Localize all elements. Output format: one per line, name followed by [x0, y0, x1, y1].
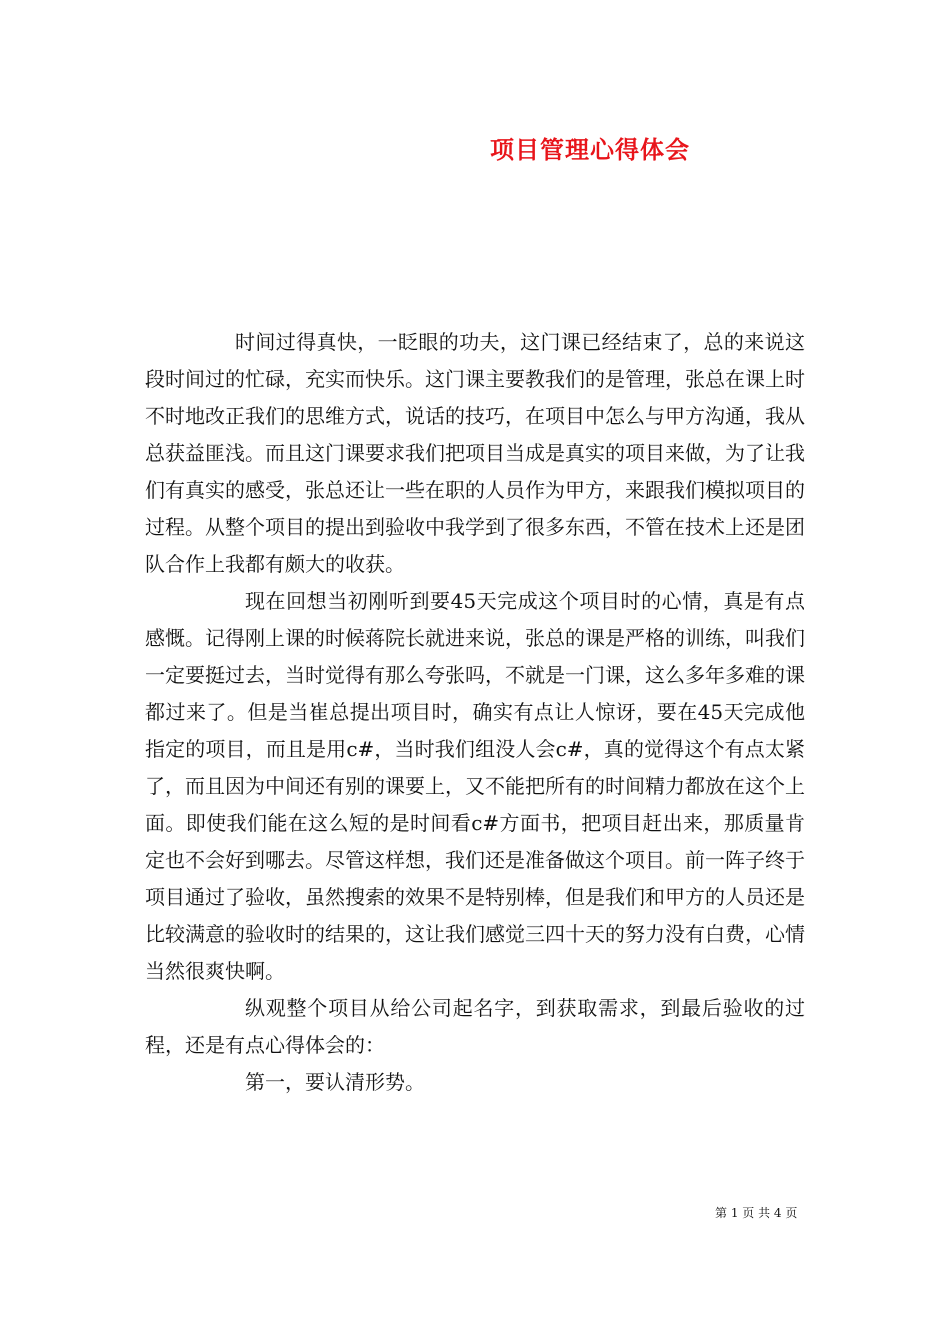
page-title: 项目管理心得体会: [490, 135, 690, 164]
document-body: [145, 324, 805, 1101]
page-number-footer: 第 1 页 共 4 页: [715, 1206, 798, 1220]
paragraph-3: 纵观整个项目从给公司起名字，到获取需求，到最后验收的过程，还是有点心得体会的：: [145, 996, 805, 1057]
paragraph-2: 现在回想当初刚听到要45天完成这个项目时的心情，真是有点感慨。记得刚上课的时候蒋院长就进来说，张总的课是严格的训练，叫我们一定要挺过去，当时觉得有那么夸张吗，不就是一门课，这么多年多难的课都过来了。但是当崔总提出项目时，确实有点让人惊讶，要在45天完成他指定的项目，而且是用c#，当时我们组没人会c#，真的觉得这个有点太紧了，而且因为中间还有别的课要上，又不能把所有的时间精力都放在这个上面。即使我们能在这么短的是时间看c#方面书，把项目赶出来，那质量肯定也不会好到哪去。尽管这样想，我们还是准备做这个项目。前一阵子终于项目通过了验收，虽然搜索的效果不是特别棒，但是我们和甲方的人员还是比较满意的验收时的结果的，这让我们感觉三四十天的努力没有白费，心情当然很爽快啊。: [145, 589, 805, 983]
paragraph-4: 第一，要认清形势。: [245, 1070, 425, 1094]
paragraph-1: 时间过得真快，一眨眼的功夫，这门课已经结束了，总的来说这段时间过的忙碌，充实而快乐。这门课主要教我们的是管理，张总在课上时不时地改正我们的思维方式，说话的技巧，在项目中怎么与甲方沟通，我从总获益匪浅。而且这门课要求我们把项目当成是真实的项目来做，为了让我们有真实的感受，张总还让一些在职的人员作为甲方，来跟我们模拟项目的过程。从整个项目的提出到验收中我学到了很多东西，不管在技术上还是团队合作上我都有颇大的收获。: [145, 330, 805, 576]
